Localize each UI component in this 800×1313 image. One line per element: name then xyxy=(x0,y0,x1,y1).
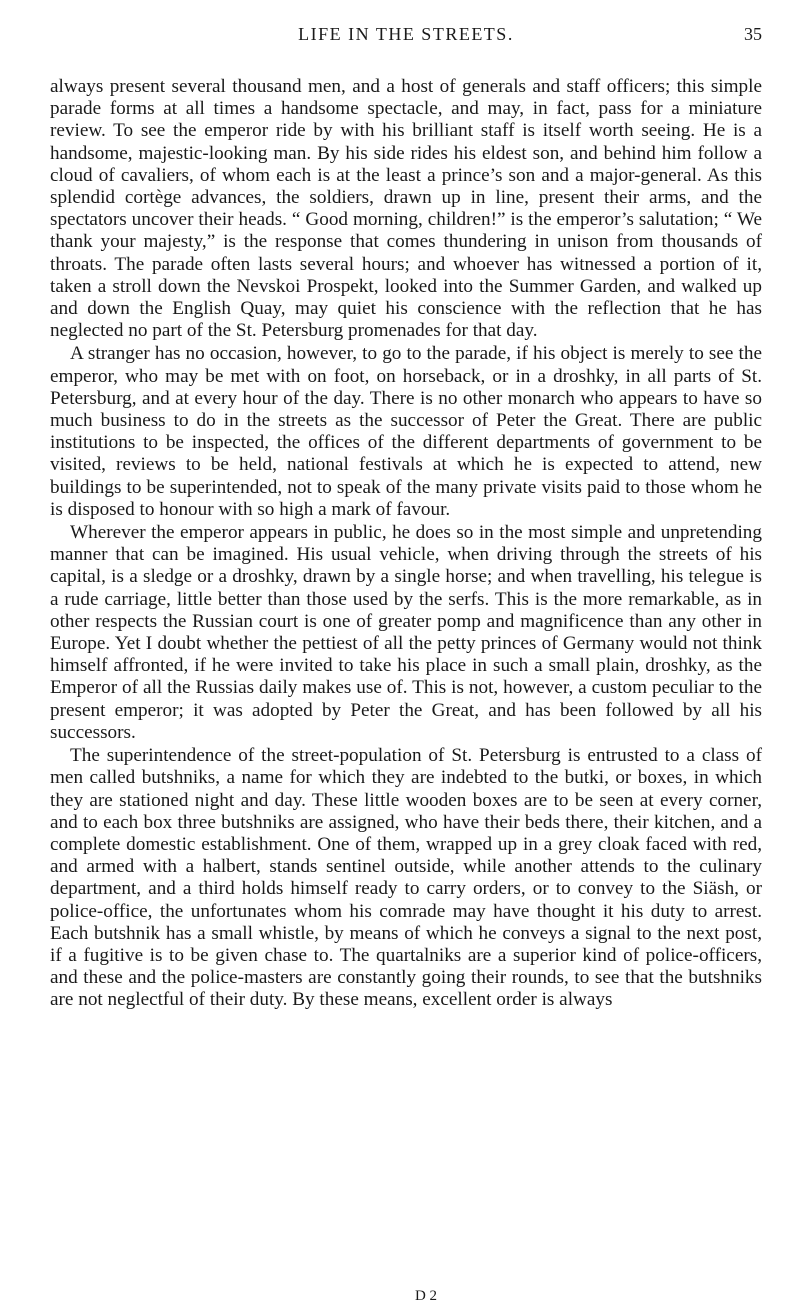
paragraph-parade: always present several thousand men, and a host of generals and staff officers; this simple parade forms at all times a handsome spectacle, and may, in fact, pass for a miniature review. To see the emperor ride by with his brilliant staff is itself worth seeing. He is a handsome, majestic-looking man. By his side rides his eldest son, and behind him follow a cloud of cavaliers, of whom each is at the least a prince’s son and a major-general. As this splendid cortège advances, the soldiers, drawn up in line, present their arms, and the spectators uncover their heads. “ Good morning, children!” is the emperor’s salutation; “ We thank your majesty,” is the response that comes thundering in unison from thousands of throats. The parade often lasts several hours; and whoever has witnessed a portion of it, taken a stroll down the Nevskoi Prospekt, looked into the Summer Garden, and walked up and down the English Quay, may quiet his conscience with the reflection that he has neglected no part of the St. Petersburg promenades for that day. xyxy=(50,76,762,342)
paragraph-butshniks: The superintendence of the street-population of St. Petersburg is entrusted to a class of men called butshniks, a name for which they are indebted to the butki, or boxes, in which they are stationed night and day. These little wooden boxes are to be seen at every corner, and to each box three butshniks are assigned, who have their beds there, their kitchen, and a complete domestic establishment. One of them, wrapped up in a grey cloak faced with red, and armed with a halbert, stands sentinel outside, while another attends to the culinary department, and a third holds himself ready to carry orders, or to convey to the Siäsh, or police-office, the unfortunates whom his comrade may have thought it his duty to arrest. Each butshnik has a small whistle, by means of which he conveys a signal to the next post, if a fugitive is to be given chase to. The quartalniks are a superior kind of police-officers, and these and the police-masters are constantly going their rounds, to see that the butshniks are not neglectful of their duty. By these means, excellent order is always xyxy=(50,745,762,1011)
book-page xyxy=(50,0,762,1313)
page-number: 35 xyxy=(744,24,762,44)
body-text xyxy=(50,76,762,1012)
paragraph-emperor-in-streets: A stranger has no occasion, however, to go to the parade, if his object is merely to see the emperor, who may be met with on foot, on horseback, or in a droshky, in all parts of St. Petersburg, and at every hour of the day. There is no other monarch who appears to have so much business to do in the streets as the successor of Peter the Great. There are public institutions to be inspected, the offices of the different departments of government to be visited, reviews to be held, national festivals at which he is expected to attend, new buildings to be superintended, not to speak of the many private visits paid to those whom he is disposed to honour with so high a mark of favour. xyxy=(50,343,762,520)
paragraph-simple-manner: Wherever the emperor appears in public, he does so in the most simple and unpretending manner that can be imagined. His usual vehicle, when driving through the streets of his capital, is a sledge or a droshky, drawn by a single horse; and when travelling, his telegue is a rude carriage, little better than those used by the serfs. This is the more remarkable, as in other respects the Russian court is one of greater pomp and magnificence than any other in Europe. Yet I doubt whether the pettiest of all the petty princes of Germany would not think himself affronted, if he were invited to take his place in such a small plain, droshky, as the Emperor of all the Russias daily makes use of. This is not, however, a custom peculiar to the present emperor; it was adopted by Peter the Great, and has been followed by all his successors. xyxy=(50,522,762,743)
running-head xyxy=(50,24,762,74)
running-title: LIFE IN THE STREETS. xyxy=(298,24,514,44)
signature-mark: D 2 xyxy=(414,1288,438,1304)
